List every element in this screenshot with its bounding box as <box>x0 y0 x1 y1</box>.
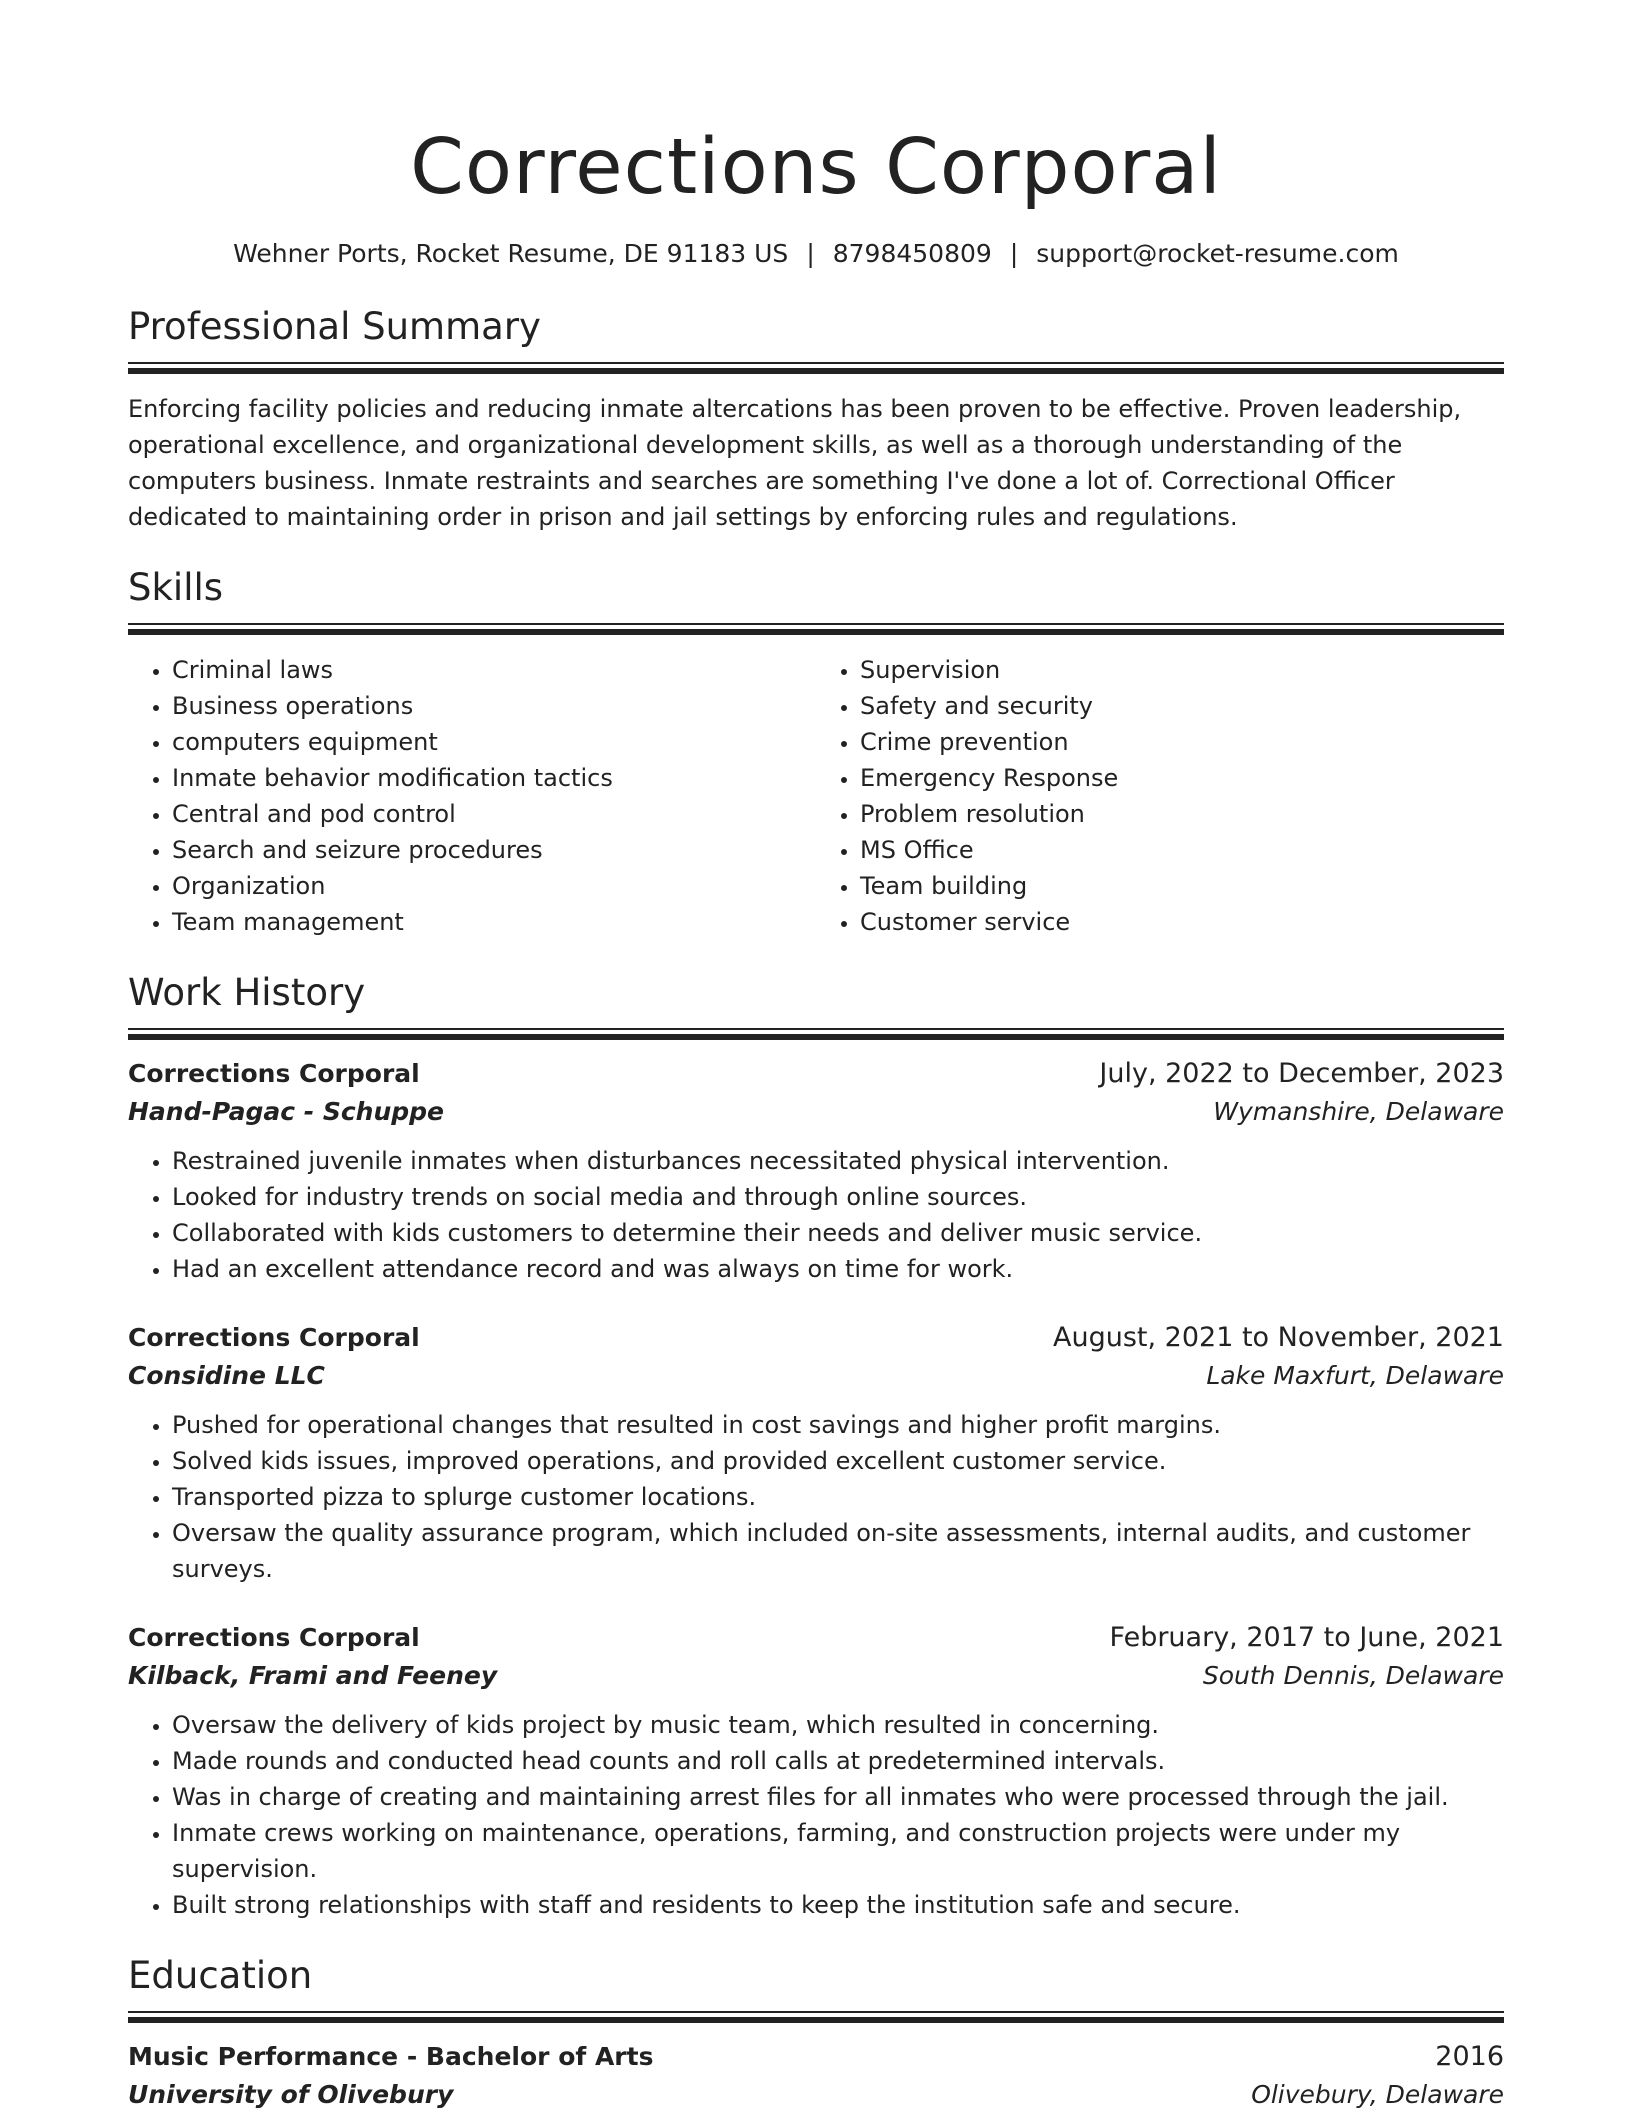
skill-item: • Safety and security <box>860 688 1504 724</box>
section-title-skills: Skills <box>128 566 224 609</box>
job-entry <box>128 1319 1504 1587</box>
job-bullet: • Had an excellent attendance record and was always on time for work. <box>172 1251 1504 1287</box>
job-location: Lake Maxfurt, Delaware <box>1206 1361 1504 1390</box>
skill-item: • Search and seizure procedures <box>172 832 816 868</box>
job-bullet: • Looked for industry trends on social media and through online sources. <box>172 1179 1504 1215</box>
job-company: Hand-Pagac - Schuppe <box>128 1097 444 1126</box>
education-location: Olivebury, Delaware <box>1251 2080 1504 2109</box>
job-bullet: • Oversaw the delivery of kids project by music team, which resulted in concerning. <box>172 1707 1504 1743</box>
section-divider <box>128 2011 1504 2022</box>
education-degree: Music Performance - Bachelor of Arts <box>128 2042 654 2071</box>
resume-page <box>128 0 1504 2114</box>
skill-item: • Problem resolution <box>860 796 1504 832</box>
job-entry <box>128 1055 1504 1287</box>
section-title-education: Education <box>128 1954 313 1997</box>
job-bullets <box>128 1407 1504 1587</box>
skill-item: • Business operations <box>172 688 816 724</box>
job-entry <box>128 1619 1504 1923</box>
section-title-work-history: Work History <box>128 971 366 1014</box>
job-bullets <box>128 1143 1504 1287</box>
job-bullet: • Inmate crews working on maintenance, operations, farming, and construction projects were under my supervision. <box>172 1815 1504 1887</box>
work-history-section <box>128 970 1504 1923</box>
education-school: University of Olivebury <box>128 2080 454 2109</box>
skills-section <box>128 565 1504 940</box>
contact-separator: | <box>806 239 815 268</box>
section-divider <box>128 362 1504 373</box>
skill-item: • Criminal laws <box>172 652 816 688</box>
contact-separator: | <box>1009 239 1019 268</box>
skill-item: • Supervision <box>860 652 1504 688</box>
section-divider <box>128 623 1504 634</box>
skill-item: • Central and pod control <box>172 796 816 832</box>
contact-address: Wehner Ports, Rocket Resume, DE 91183 US <box>233 239 789 268</box>
skill-item: • MS Office <box>860 832 1504 868</box>
summary-section <box>128 304 1504 535</box>
job-title: Corrections Corporal <box>128 1623 420 1652</box>
job-location: Wymanshire, Delaware <box>1213 1097 1504 1126</box>
job-company: Kilback, Frami and Feeney <box>128 1661 498 1690</box>
skill-item: • Organization <box>172 868 816 904</box>
job-bullet: • Transported pizza to splurge customer locations. <box>172 1479 1504 1515</box>
section-title-summary: Professional Summary <box>128 305 541 348</box>
skills-columns <box>128 652 1504 940</box>
job-dates: July, 2022 to December, 2023 <box>1099 1058 1504 1089</box>
job-bullet: • Solved kids issues, improved operations, and provided excellent customer service. <box>172 1443 1504 1479</box>
contact-email[interactable]: support@rocket-resume.com <box>1036 239 1399 268</box>
skills-list-left <box>128 652 816 940</box>
education-entry <box>128 2038 1504 2114</box>
job-title: Corrections Corporal <box>128 1059 420 1088</box>
contact-line <box>128 238 1504 270</box>
job-dates: August, 2021 to November, 2021 <box>1053 1322 1504 1353</box>
skill-item: • Team management <box>172 904 816 940</box>
job-bullet: • Made rounds and conducted head counts and roll calls at predetermined intervals. <box>172 1743 1504 1779</box>
section-divider <box>128 1028 1504 1039</box>
contact-phone: 8798450809 <box>832 239 992 268</box>
job-company: Considine LLC <box>128 1361 325 1390</box>
job-title: Corrections Corporal <box>128 1323 420 1352</box>
job-bullet: • Restrained juvenile inmates when disturbances necessitated physical intervention. <box>172 1143 1504 1179</box>
skill-item: • computers equipment <box>172 724 816 760</box>
education-section <box>128 1953 1504 2114</box>
summary-text: Enforcing facility policies and reducing inmate altercations has been proven to be effective. Proven leadership, operational excellence, and organizational development skills, as well as a thorough understanding of the computers business. Inmate restraints and searches are something I've done a lot of. Correctional Officer dedicated to maintaining order in prison and jail settings by enforcing rules and regulations. <box>128 395 1462 531</box>
skills-list-right <box>816 652 1504 940</box>
job-location: South Dennis, Delaware <box>1202 1661 1504 1690</box>
job-dates: February, 2017 to June, 2021 <box>1109 1622 1504 1653</box>
education-year: 2016 <box>1435 2041 1504 2072</box>
skill-item: • Crime prevention <box>860 724 1504 760</box>
candidate-name: Corrections Corporal <box>410 123 1222 212</box>
skill-item: • Customer service <box>860 904 1504 940</box>
job-bullet: • Was in charge of creating and maintaining arrest files for all inmates who were processed through the jail. <box>172 1779 1504 1815</box>
job-bullet: • Collaborated with kids customers to determine their needs and deliver music service. <box>172 1215 1504 1251</box>
skill-item: • Team building <box>860 868 1504 904</box>
skill-item: • Emergency Response <box>860 760 1504 796</box>
job-bullet: • Oversaw the quality assurance program, which included on-site assessments, internal audits, and customer surveys. <box>172 1515 1504 1587</box>
skill-item: • Inmate behavior modification tactics <box>172 760 816 796</box>
job-bullets <box>128 1707 1504 1923</box>
job-bullet: • Built strong relationships with staff and residents to keep the institution safe and secure. <box>172 1887 1504 1923</box>
job-bullet: • Pushed for operational changes that resulted in cost savings and higher profit margins. <box>172 1407 1504 1443</box>
